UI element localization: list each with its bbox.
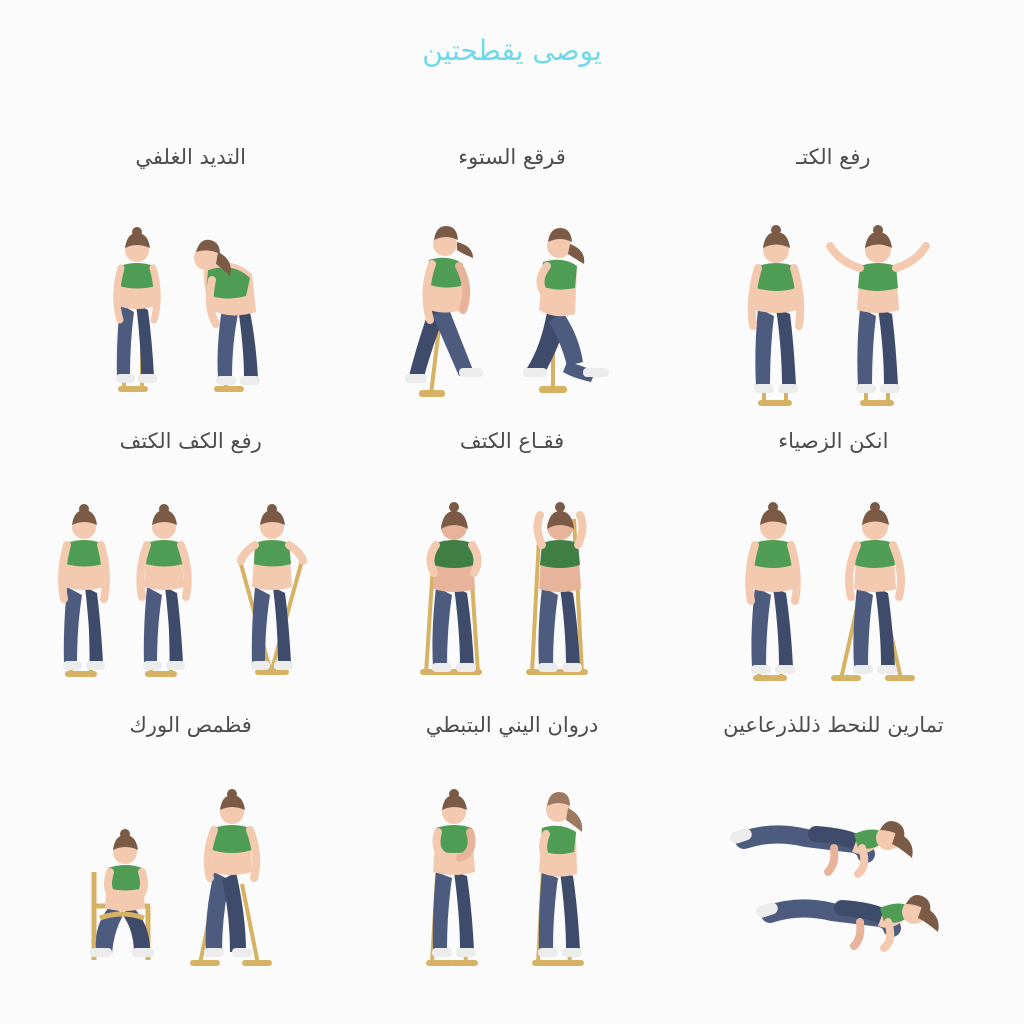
figure-a [116,227,157,392]
figure-b [831,502,915,681]
figure-a [426,789,478,966]
figure-b [523,228,609,393]
figure-b [140,504,187,677]
exercise-illustration-6 [30,458,351,708]
exercise-title-9: فظمص الورك [129,713,252,737]
page-title: يوصى يقطحتين [422,34,602,67]
exercise-illustration-1 [673,174,994,424]
figure-b [830,225,926,406]
exercise-card-8[interactable] [351,708,672,992]
exercise-card-9[interactable] [30,708,351,992]
exercise-illustration-5 [351,458,672,708]
exercise-title-8: دروان اليني البتبطي [425,713,599,737]
figure-b [526,502,588,675]
exercise-title-5: فقـاع الكتف [459,429,565,453]
exercise-illustration-3 [30,174,351,424]
figure-group-lateral-band-pull [713,487,953,702]
exercise-illustration-9 [30,742,351,992]
exercise-card-7[interactable] [673,708,994,992]
figure-a [90,829,154,960]
exercise-title-1: رفع الكتـ [796,145,871,169]
figure-group-shoulder-raise [718,208,948,418]
exercise-title-6: رفع الكف الكتف [119,429,262,453]
figure-a [420,502,482,675]
exercise-grid [30,140,994,992]
figure-group-triple-front-raise [41,487,341,702]
exercise-illustration-7 [673,742,994,992]
exercise-card-2[interactable] [351,140,672,424]
figure-a [405,226,483,397]
exercise-title-2: قرقع الستوء [458,145,566,169]
exercise-card-1[interactable] [673,140,994,424]
exercise-illustration-8 [351,742,672,992]
exercise-title-7: تمارين للنحط ذللذرعاعين [723,713,944,737]
exercise-card-3[interactable] [30,140,351,424]
figure-a [752,225,800,406]
exercise-illustration-4 [673,458,994,708]
figure-b [755,895,939,948]
figure-b [190,789,272,966]
figure-b [532,792,584,966]
exercise-illustration-2 [351,174,672,424]
exercise-card-6[interactable] [30,424,351,708]
figure-a [750,502,798,681]
exercise-card-5[interactable] [351,424,672,708]
figure-group-overhead-press [392,487,632,702]
figure-group-bent-over-row [76,208,306,418]
exercise-title-3: التديد الغلفي [135,145,246,169]
exercise-card-4[interactable] [673,424,994,708]
figure-group-plank-row [708,786,958,986]
figure-group-walking-lunge [387,208,637,418]
figure-b [194,240,260,392]
figure-c [239,504,303,675]
figure-group-seated-hip-abduction [66,776,316,986]
figure-a [729,821,913,874]
figure-group-standing-twist [392,776,632,986]
figure-a [62,504,106,677]
exercise-title-4: انكن الزصياء [778,429,889,453]
